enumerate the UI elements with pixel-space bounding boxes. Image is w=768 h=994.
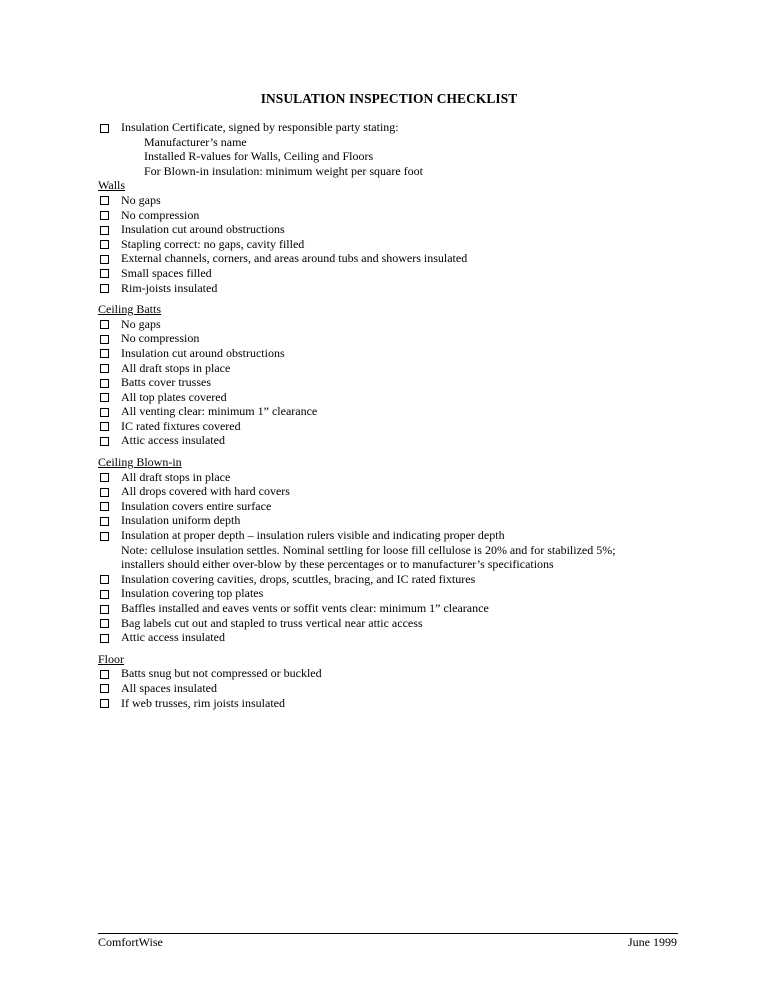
section-heading-ceiling-batts: Ceiling Batts	[98, 302, 161, 317]
page-title: INSULATION INSPECTION CHECKLIST	[260, 91, 518, 106]
item-label: All venting clear: minimum 1” clearance	[121, 404, 318, 419]
checkbox[interactable]	[100, 255, 109, 264]
checklist-item	[98, 666, 698, 681]
checklist-item	[98, 281, 698, 296]
item-label: Insulation uniform depth	[121, 513, 241, 528]
checkbox[interactable]	[100, 284, 109, 293]
item-label: Bag labels cut out and stapled to truss vertical near attic access	[121, 615, 423, 630]
checklist-item	[98, 361, 698, 376]
item-label: No gaps	[121, 192, 161, 207]
checklist-item	[98, 251, 698, 266]
checkbox[interactable]	[100, 473, 109, 482]
item-label: Rim-joists insulated	[121, 280, 218, 295]
ceiling-batts-section	[98, 302, 698, 448]
checkbox[interactable]	[100, 408, 109, 417]
checklist-item	[98, 616, 698, 631]
checkbox[interactable]	[100, 422, 109, 431]
item-label: All draft stops in place	[121, 469, 231, 484]
checkbox[interactable]	[100, 320, 109, 329]
certificate-section	[98, 120, 698, 178]
footer-date: June 1999	[628, 935, 677, 949]
item-label: All draft stops in place	[121, 360, 231, 375]
checkbox[interactable]	[100, 437, 109, 446]
checklist-item	[98, 404, 698, 419]
checkbox[interactable]	[100, 335, 109, 344]
checkbox[interactable]	[100, 684, 109, 693]
checklist-item	[98, 331, 698, 346]
item-label: All drops covered with hard covers	[121, 484, 290, 499]
checklist-item	[98, 681, 698, 696]
item-label: Insulation cut around obstructions	[121, 222, 285, 237]
checkbox[interactable]	[100, 605, 109, 614]
checklist-item	[98, 346, 698, 361]
checklist-item	[98, 528, 698, 543]
checklist-item	[98, 390, 698, 405]
note-text: installers should either over-blow by these percentages or to manufacturer’s specifications	[121, 557, 554, 572]
checkbox[interactable]	[100, 590, 109, 599]
section-heading-floor: Floor	[98, 651, 125, 666]
checklist-item	[98, 237, 698, 252]
checklist-item	[98, 433, 698, 448]
checkbox[interactable]	[100, 364, 109, 373]
item-label: No compression	[121, 331, 200, 346]
checklist-item	[98, 696, 698, 711]
checkbox[interactable]	[100, 211, 109, 220]
item-label: Small spaces filled	[121, 265, 212, 280]
item-label: Attic access insulated	[121, 630, 225, 645]
item-label: All top plates covered	[121, 389, 227, 404]
checklist-item	[98, 484, 698, 499]
checkbox[interactable]	[100, 124, 109, 133]
checkbox[interactable]	[100, 196, 109, 205]
checklist-item	[98, 375, 698, 390]
item-label: Insulation cut around obstructions	[121, 345, 285, 360]
checklist-item	[98, 470, 698, 485]
checklist-item	[98, 572, 698, 587]
checklist-item	[98, 222, 698, 237]
item-label: IC rated fixtures covered	[121, 418, 241, 433]
note-text: Note: cellulose insulation settles. Nominal settling for loose fill cellulose is 20% and for stabilized 5%;	[121, 542, 616, 557]
item-label: Insulation covering top plates	[121, 586, 264, 601]
checkbox[interactable]	[100, 226, 109, 235]
checklist-item	[98, 499, 698, 514]
checklist-item	[98, 586, 698, 601]
checklist-item	[98, 266, 698, 281]
checkbox[interactable]	[100, 670, 109, 679]
section-heading-ceiling-blown: Ceiling Blown-in	[98, 455, 182, 470]
checklist	[98, 120, 698, 710]
checkbox[interactable]	[100, 699, 109, 708]
item-label: No gaps	[121, 316, 161, 331]
item-label: Batts snug but not compressed or buckled	[121, 666, 322, 681]
checkbox[interactable]	[100, 634, 109, 643]
checkbox[interactable]	[100, 532, 109, 541]
item-label: No compression	[121, 207, 200, 222]
item-label: Batts cover trusses	[121, 375, 211, 390]
checklist-item	[98, 193, 698, 208]
checklist-item	[98, 120, 698, 135]
checkbox[interactable]	[100, 393, 109, 402]
checklist-item	[98, 601, 698, 616]
item-label: Insulation covers entire surface	[121, 498, 272, 513]
checkbox[interactable]	[100, 269, 109, 278]
floor-section	[98, 652, 698, 710]
checkbox[interactable]	[100, 619, 109, 628]
item-label: If web trusses, rim joists insulated	[121, 695, 285, 710]
walls-section	[98, 178, 698, 295]
checklist-item	[98, 419, 698, 434]
section-heading-walls: Walls	[98, 178, 126, 193]
checkbox[interactable]	[100, 517, 109, 526]
footer-company: ComfortWise	[98, 935, 163, 949]
item-label: Insulation at proper depth – insulation rulers visible and indicating proper depth	[121, 528, 505, 543]
ceiling-blown-section	[98, 455, 698, 645]
sub-item: For Blown-in insulation: minimum weight per square foot	[144, 163, 423, 178]
item-label: Baffles installed and eaves vents or soffit vents clear: minimum 1” clearance	[121, 601, 489, 615]
item-label: Insulation Certificate, signed by responsible party stating:	[121, 120, 399, 134]
checkbox[interactable]	[100, 575, 109, 584]
checkbox[interactable]	[100, 349, 109, 358]
sub-item: Manufacturer’s name	[144, 134, 247, 149]
item-label: Attic access insulated	[121, 433, 225, 448]
checkbox[interactable]	[100, 488, 109, 497]
checklist-item	[98, 208, 698, 223]
footer-divider	[98, 933, 678, 934]
sub-item: Installed R-values for Walls, Ceiling and Floors	[144, 149, 374, 164]
item-label: Insulation covering cavities, drops, scuttles, bracing, and IC rated fixtures	[121, 571, 476, 586]
checklist-item	[98, 317, 698, 332]
item-label: All spaces insulated	[121, 680, 217, 695]
checkbox[interactable]	[100, 502, 109, 511]
item-label: Stapling correct: no gaps, cavity filled	[121, 236, 305, 251]
checklist-item	[98, 513, 698, 528]
item-label: External channels, corners, and areas around tubs and showers insulated	[121, 251, 468, 266]
checkbox[interactable]	[100, 379, 109, 388]
checkbox[interactable]	[100, 240, 109, 249]
checklist-item	[98, 630, 698, 645]
